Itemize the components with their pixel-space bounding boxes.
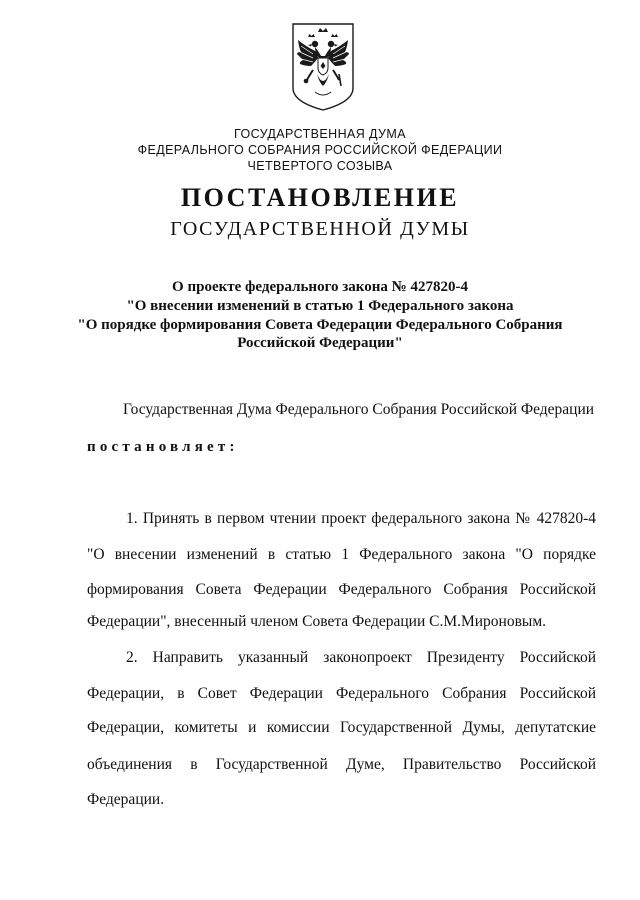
paragraph-1-line: "О внесении изменений в статью 1 Федерального закона "О порядке bbox=[87, 546, 596, 563]
document-issuer-heading: ГОСУДАРСТВЕННОЙ ДУМЫ bbox=[170, 218, 470, 240]
subject-title-line-2: "О внесении изменений в статью 1 Федерального закона bbox=[126, 298, 514, 314]
paragraph-2-line: объединения в Государственной Думе, Правительство Российской bbox=[87, 756, 596, 773]
subject-title-line-1: О проекте федерального закона № 427820-4 bbox=[172, 279, 468, 295]
document-type-heading: ПОСТАНОВЛЕНИЕ bbox=[180, 183, 460, 212]
org-convocation: ЧЕТВЕРТОГО СОЗЫВА bbox=[247, 159, 393, 173]
paragraph-2-line: Федерации, в Совет Федерации Федерального Собрания Российской bbox=[87, 685, 596, 702]
subject-title-line-4: Российской Федерации" bbox=[237, 335, 403, 351]
preamble-text: Государственная Дума Федерального Собрания Российской Федерации bbox=[123, 401, 595, 418]
org-name-line-2: ФЕДЕРАЛЬНОГО СОБРАНИЯ РОССИЙСКОЙ ФЕДЕРАЦИИ bbox=[137, 143, 503, 157]
coat-of-arms-emblem-icon bbox=[291, 22, 355, 112]
paragraph-1-line: формирования Совета Федерации Федерального Собрания Российской bbox=[87, 581, 596, 598]
subject-title-line-3: "О порядке формирования Совета Федерации Федерального Собрания bbox=[77, 317, 563, 333]
paragraph-2-line: Федерации, комитеты и комиссии Государственной Думы, депутатские bbox=[87, 719, 596, 736]
paragraph-1-line: Федерации", внесенный членом Совета Федерации С.М.Мироновым. bbox=[87, 613, 547, 630]
paragraph-1-line: 1. Принять в первом чтении проект федерального закона № 427820-4 bbox=[126, 510, 596, 527]
resolves-keyword: постановляет: bbox=[87, 439, 239, 455]
paragraph-2-line: 2. Направить указанный законопроект Президенту Российской bbox=[126, 649, 596, 666]
org-name-line-1: ГОСУДАРСТВЕННАЯ ДУМА bbox=[234, 127, 406, 141]
paragraph-2-line: Федерации. bbox=[87, 791, 165, 808]
